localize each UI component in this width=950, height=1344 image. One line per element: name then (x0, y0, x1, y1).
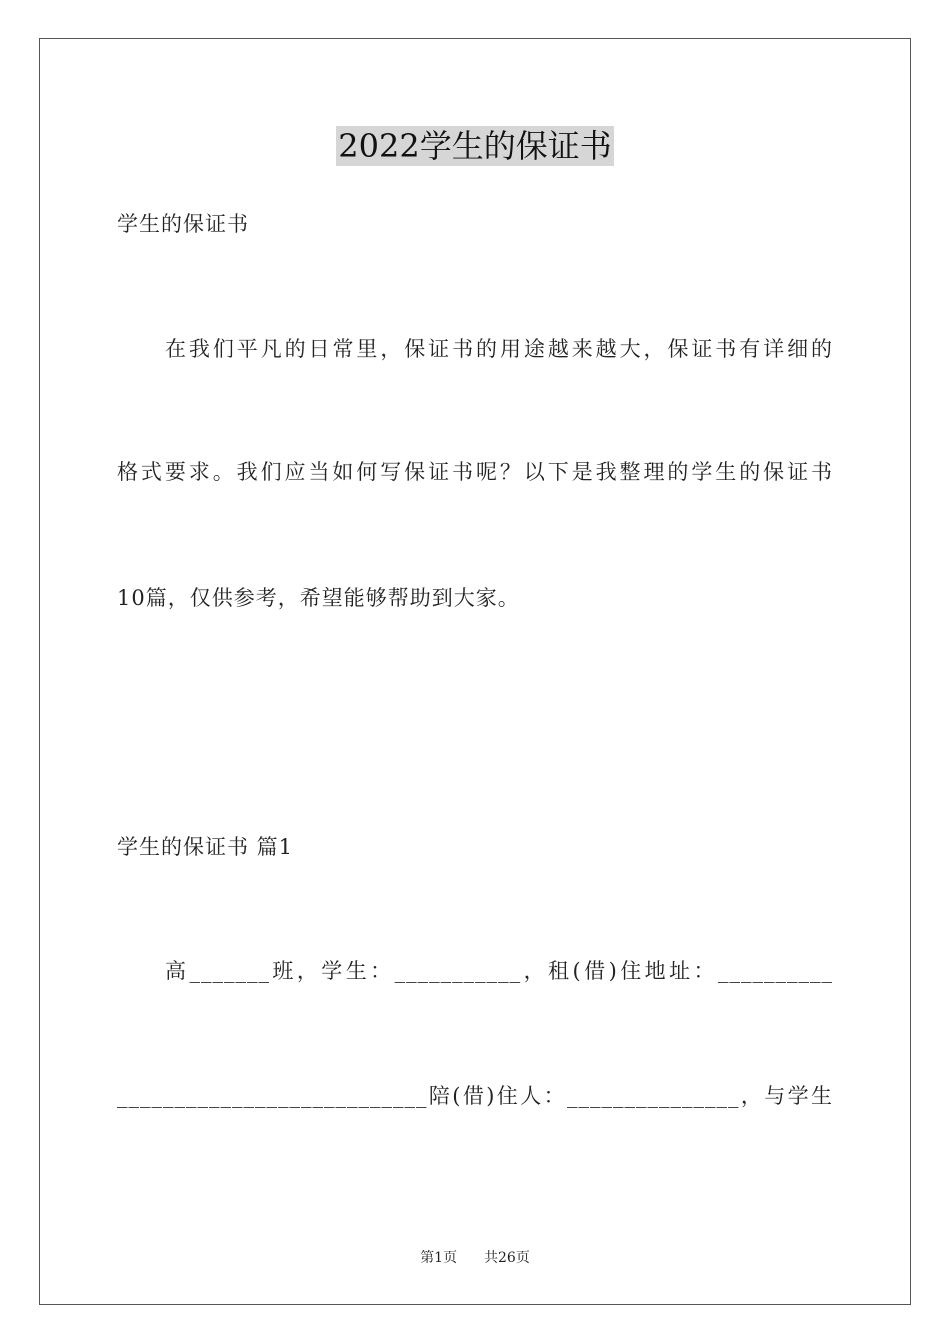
intro-paragraph-line-1: 在我们平凡的日常里，保证书的用途越来越大，保证书有详细的 (165, 337, 833, 361)
page-footer (0, 1248, 950, 1268)
section-subheading: 学生的保证书 篇1 (117, 835, 294, 859)
page-number: 第1页 (420, 1250, 458, 1266)
page-total: 共26页 (484, 1250, 530, 1266)
title-container (0, 126, 950, 166)
form-line-2: ___________________________陪(借)住人：_______________，与学生 (117, 1084, 833, 1108)
document-title: 2022学生的保证书 (338, 127, 612, 165)
form-line-1: 高_______班，学生：___________，租(借)住地址：__________ (165, 959, 833, 983)
intro-paragraph-line-3: 10篇，仅供参考，希望能够帮助到大家。 (117, 586, 520, 610)
section-heading: 学生的保证书 (117, 212, 249, 236)
intro-paragraph-line-2: 格式要求。我们应当如何写保证书呢？以下是我整理的学生的保证书 (117, 460, 833, 484)
